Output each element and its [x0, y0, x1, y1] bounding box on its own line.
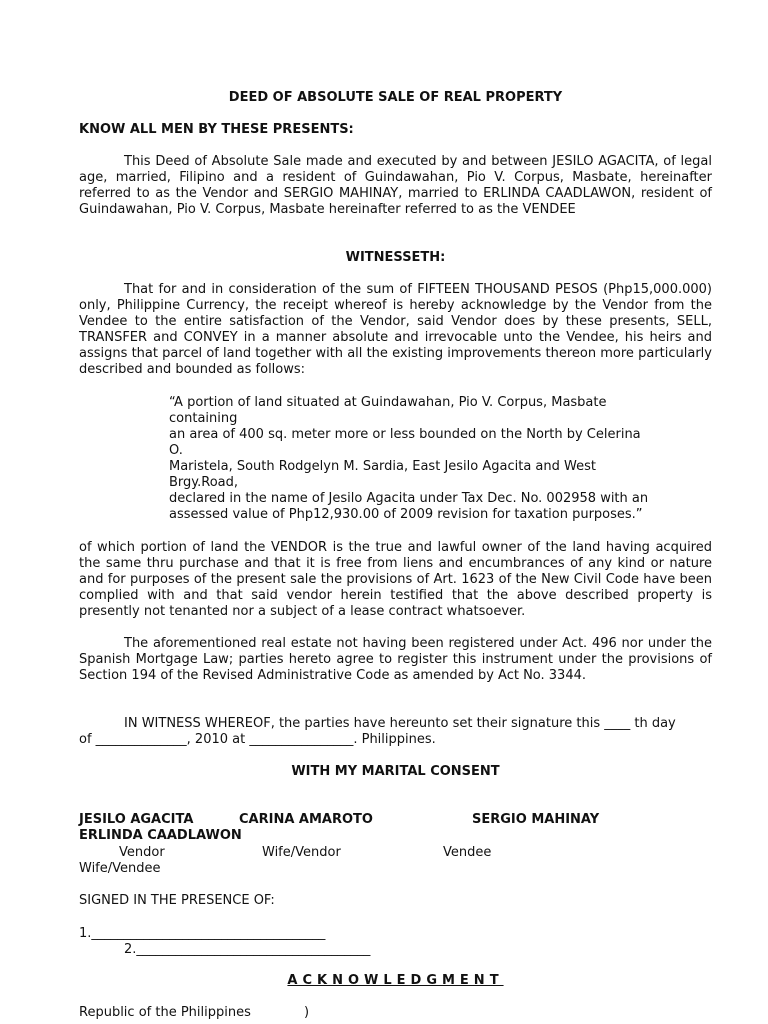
document-title: DEED OF ABSOLUTE SALE OF REAL PROPERTY [228, 90, 563, 105]
property-description [169, 395, 712, 523]
signatory-name: JESILO AGACITA [79, 812, 194, 827]
witness-whereof-line: IN WITNESS WHEREOF, the parties have hereunto set their signature this ____ th day [124, 716, 676, 731]
signatory-role: Wife/Vendor [262, 845, 341, 860]
property-line: assessed value of Php12,930.00 of 2009 revision for taxation purposes.” [169, 507, 643, 522]
property-line: declared in the name of Jesilo Agacita under Tax Dec. No. 002958 with an [169, 491, 649, 506]
registration-paragraph: The aforementioned real estate not having been registered under Act. 496 nor under the Spanish Mortgage Law; parties hereto agree to register this instrument under the provisions of Section 194 of the Revised Administrative Code as amended by Act No. 3344. [79, 636, 712, 683]
witness-date-line: of ______________, 2010 at ________________. Philippines. [79, 732, 436, 747]
property-line: “A portion of land situated at Guindawahan, Pio V. Corpus, Masbate [169, 395, 607, 410]
signatory-name: ERLINDA CAADLAWON [79, 828, 242, 843]
marital-consent-heading: WITH MY MARITAL CONSENT [291, 764, 500, 779]
property-line: O. [169, 443, 183, 458]
property-line: containing [169, 411, 238, 426]
ownership-paragraph: of which portion of land the VENDOR is the true and lawful owner of the land having acquired the same thru purchase and that it is free from liens and encumbrances of any kind or nature and for purposes of the present sale the provisions of Art. 1623 of the New Civil Code have been complied with and that said vendor herein testified that the above described property is presently not tenanted nor a subject of a lease contract whatsoever. [79, 540, 712, 619]
signatory-role: Vendor [119, 845, 165, 860]
republic-line: Republic of the Philippines [79, 1005, 251, 1020]
signatory-role: Vendee [443, 845, 492, 860]
know-all-heading: KNOW ALL MEN BY THESE PRESENTS: [79, 122, 354, 137]
signed-presence-heading: SIGNED IN THE PRESENCE OF: [79, 893, 275, 908]
signatory-name: CARINA AMAROTO [239, 812, 373, 827]
property-line: Brgy.Road, [169, 475, 239, 490]
property-line: Maristela, South Rodgelyn M. Sardia, East Jesilo Agacita and West [169, 459, 596, 474]
signatory-name: SERGIO MAHINAY [472, 812, 600, 827]
signatory-role: Wife/Vendee [79, 861, 161, 876]
consideration-paragraph: That for and in consideration of the sum of FIFTEEN THOUSAND PESOS (Php15,000.000) only, Philippine Currency, the receipt whereof is hereby acknowledge by the Vendor from the Vendee to the entire satisfaction of the Vendor, said Vendor does by these presents, SELL, TRANSFER and CONVEY in a manner absolute and irrevocable unto the Vendee, his heirs and assigns that parcel of land together with all the existing improvements thereon more particularly described and bounded as follows: [79, 282, 712, 377]
intro-paragraph: This Deed of Absolute Sale made and executed by and between JESILO AGACITA, of legal age, married, Filipino and a resident of Guindawahan, Pio V. Corpus, Masbate, hereinafter referred to as the Vendor and SERGIO MAHINAY, married to ERLINDA CAADLAWON, resident of Guindawahan, Pio V. Corpus, Masbate hereinafter referred to as the VENDEE [79, 154, 712, 217]
witnesseth-heading: WITNESSETH: [345, 250, 446, 265]
witness-signature-line: 2.____________________________________ [124, 942, 371, 957]
republic-paren: ) [304, 1005, 310, 1020]
property-line: an area of 400 sq. meter more or less bounded on the North by Celerina [169, 427, 641, 442]
witness-signature-line: 1.____________________________________ [79, 926, 326, 941]
acknowledgment-heading: ACKNOWLEDGMENT [287, 973, 504, 988]
